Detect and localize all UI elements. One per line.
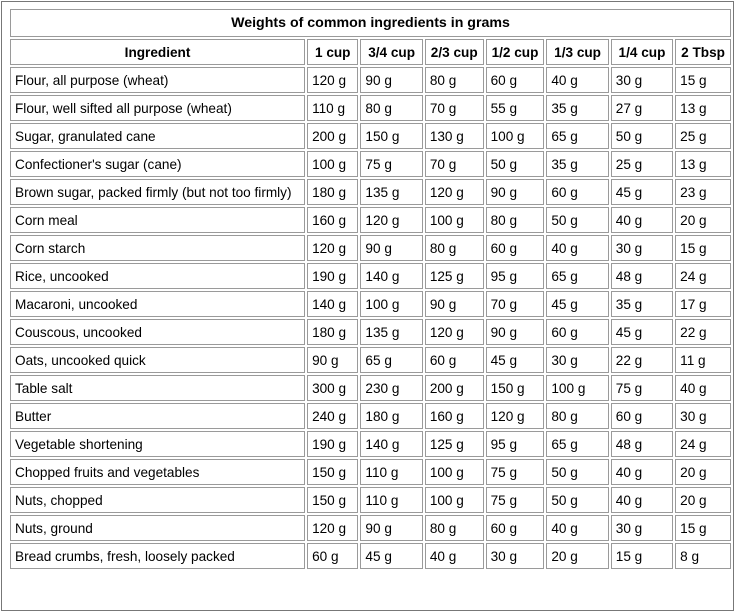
weight-cell: 90 g xyxy=(360,515,422,541)
weight-cell: 50 g xyxy=(611,123,673,149)
weight-cell: 80 g xyxy=(425,67,484,93)
ingredient-name-cell: Flour, well sifted all purpose (wheat) xyxy=(10,95,305,121)
weight-cell: 13 g xyxy=(675,95,731,121)
weight-cell: 22 g xyxy=(675,319,731,345)
weight-cell: 75 g xyxy=(360,151,422,177)
weight-cell: 125 g xyxy=(425,263,484,289)
table-row xyxy=(10,179,731,205)
weight-cell: 40 g xyxy=(611,487,673,513)
weight-cell: 110 g xyxy=(360,487,422,513)
weight-cell: 100 g xyxy=(486,123,545,149)
table-row xyxy=(10,123,731,149)
weight-cell: 90 g xyxy=(486,319,545,345)
weight-cell: 90 g xyxy=(360,235,422,261)
table-row xyxy=(10,431,731,457)
weight-cell: 180 g xyxy=(307,179,358,205)
weight-cell: 150 g xyxy=(307,487,358,513)
ingredient-name-cell: Sugar, granulated cane xyxy=(10,123,305,149)
weight-cell: 65 g xyxy=(546,431,608,457)
weight-cell: 180 g xyxy=(307,319,358,345)
weight-cell: 120 g xyxy=(486,403,545,429)
weight-cell: 20 g xyxy=(675,459,731,485)
table-frame xyxy=(1,1,734,611)
weight-cell: 120 g xyxy=(307,235,358,261)
weight-cell: 35 g xyxy=(611,291,673,317)
weight-cell: 120 g xyxy=(307,515,358,541)
weight-cell: 90 g xyxy=(360,67,422,93)
weight-cell: 90 g xyxy=(425,291,484,317)
weight-cell: 80 g xyxy=(486,207,545,233)
weight-cell: 80 g xyxy=(425,515,484,541)
weight-cell: 100 g xyxy=(425,207,484,233)
header-row xyxy=(10,39,731,65)
weight-cell: 190 g xyxy=(307,263,358,289)
weight-cell: 20 g xyxy=(675,207,731,233)
title-row xyxy=(10,9,731,37)
weight-cell: 60 g xyxy=(546,319,608,345)
weight-cell: 90 g xyxy=(307,347,358,373)
weight-cell: 60 g xyxy=(611,403,673,429)
table-row xyxy=(10,67,731,93)
weight-cell: 80 g xyxy=(425,235,484,261)
weight-cell: 70 g xyxy=(486,291,545,317)
weight-cell: 200 g xyxy=(425,375,484,401)
weight-cell: 50 g xyxy=(546,459,608,485)
table-row xyxy=(10,375,731,401)
weight-cell: 8 g xyxy=(675,543,731,569)
table-row xyxy=(10,291,731,317)
weight-cell: 65 g xyxy=(546,263,608,289)
weight-cell: 135 g xyxy=(360,319,422,345)
weight-cell: 22 g xyxy=(611,347,673,373)
weight-cell: 45 g xyxy=(360,543,422,569)
weight-cell: 23 g xyxy=(675,179,731,205)
weight-cell: 125 g xyxy=(425,431,484,457)
ingredient-name-cell: Chopped fruits and vegetables xyxy=(10,459,305,485)
weight-cell: 15 g xyxy=(611,543,673,569)
ingredient-name-cell: Rice, uncooked xyxy=(10,263,305,289)
weight-cell: 40 g xyxy=(546,235,608,261)
weight-cell: 100 g xyxy=(307,151,358,177)
weight-cell: 35 g xyxy=(546,151,608,177)
weight-cell: 30 g xyxy=(546,347,608,373)
ingredient-name-cell: Confectioner's sugar (cane) xyxy=(10,151,305,177)
weight-cell: 65 g xyxy=(360,347,422,373)
weight-cell: 130 g xyxy=(425,123,484,149)
table-row xyxy=(10,319,731,345)
weight-cell: 120 g xyxy=(307,67,358,93)
weight-cell: 100 g xyxy=(425,487,484,513)
weight-cell: 80 g xyxy=(360,95,422,121)
weight-cell: 75 g xyxy=(611,375,673,401)
table-row xyxy=(10,403,731,429)
weight-cell: 150 g xyxy=(486,375,545,401)
weight-cell: 90 g xyxy=(486,179,545,205)
ingredient-name-cell: Couscous, uncooked xyxy=(10,319,305,345)
table-row xyxy=(10,235,731,261)
ingredient-name-cell: Corn meal xyxy=(10,207,305,233)
weight-cell: 60 g xyxy=(546,179,608,205)
weight-cell: 30 g xyxy=(611,515,673,541)
weight-cell: 45 g xyxy=(611,179,673,205)
weight-cell: 135 g xyxy=(360,179,422,205)
table-row xyxy=(10,347,731,373)
weight-cell: 60 g xyxy=(486,515,545,541)
weight-cell: 120 g xyxy=(360,207,422,233)
weight-cell: 240 g xyxy=(307,403,358,429)
weight-cell: 45 g xyxy=(546,291,608,317)
ingredient-name-cell: Brown sugar, packed firmly (but not too firmly) xyxy=(10,179,305,205)
ingredient-name-cell: Nuts, chopped xyxy=(10,487,305,513)
weight-cell: 30 g xyxy=(611,235,673,261)
weight-cell: 11 g xyxy=(675,347,731,373)
ingredient-name-cell: Butter xyxy=(10,403,305,429)
weight-cell: 140 g xyxy=(360,263,422,289)
ingredient-name-cell: Table salt xyxy=(10,375,305,401)
weight-cell: 40 g xyxy=(611,207,673,233)
ingredient-name-cell: Oats, uncooked quick xyxy=(10,347,305,373)
ingredient-name-cell: Nuts, ground xyxy=(10,515,305,541)
weight-cell: 190 g xyxy=(307,431,358,457)
weight-cell: 40 g xyxy=(611,459,673,485)
weight-cell: 110 g xyxy=(360,459,422,485)
weight-cell: 45 g xyxy=(611,319,673,345)
weight-cell: 95 g xyxy=(486,263,545,289)
column-header-measure: 2 Tbsp xyxy=(675,39,731,65)
weight-cell: 110 g xyxy=(307,95,358,121)
weight-cell: 40 g xyxy=(546,515,608,541)
weight-cell: 30 g xyxy=(675,403,731,429)
weight-cell: 100 g xyxy=(360,291,422,317)
column-header-ingredient: Ingredient xyxy=(10,39,305,65)
weight-cell: 55 g xyxy=(486,95,545,121)
weight-cell: 120 g xyxy=(425,179,484,205)
weight-cell: 65 g xyxy=(546,123,608,149)
table-title: Weights of common ingredients in grams xyxy=(10,9,731,37)
weight-cell: 13 g xyxy=(675,151,731,177)
table-row xyxy=(10,543,731,569)
weight-cell: 150 g xyxy=(307,459,358,485)
weight-cell: 24 g xyxy=(675,263,731,289)
column-header-measure: 1/3 cup xyxy=(546,39,608,65)
table-row xyxy=(10,207,731,233)
weight-cell: 75 g xyxy=(486,487,545,513)
weight-cell: 70 g xyxy=(425,151,484,177)
weight-cell: 60 g xyxy=(307,543,358,569)
table-row xyxy=(10,515,731,541)
ingredient-name-cell: Vegetable shortening xyxy=(10,431,305,457)
weight-cell: 180 g xyxy=(360,403,422,429)
table-row xyxy=(10,151,731,177)
ingredient-weights-table xyxy=(8,7,733,571)
weight-cell: 15 g xyxy=(675,67,731,93)
weight-cell: 15 g xyxy=(675,515,731,541)
weight-cell: 160 g xyxy=(425,403,484,429)
weight-cell: 60 g xyxy=(486,67,545,93)
weight-cell: 25 g xyxy=(675,123,731,149)
weight-cell: 15 g xyxy=(675,235,731,261)
weight-cell: 25 g xyxy=(611,151,673,177)
ingredient-name-cell: Bread crumbs, fresh, loosely packed xyxy=(10,543,305,569)
weight-cell: 100 g xyxy=(425,459,484,485)
weight-cell: 27 g xyxy=(611,95,673,121)
table-body xyxy=(10,67,731,569)
weight-cell: 95 g xyxy=(486,431,545,457)
weight-cell: 160 g xyxy=(307,207,358,233)
weight-cell: 140 g xyxy=(360,431,422,457)
weight-cell: 48 g xyxy=(611,263,673,289)
weight-cell: 120 g xyxy=(425,319,484,345)
weight-cell: 75 g xyxy=(486,459,545,485)
weight-cell: 200 g xyxy=(307,123,358,149)
weight-cell: 100 g xyxy=(546,375,608,401)
table-row xyxy=(10,487,731,513)
weight-cell: 40 g xyxy=(425,543,484,569)
weight-cell: 40 g xyxy=(546,67,608,93)
weight-cell: 50 g xyxy=(546,207,608,233)
weight-cell: 60 g xyxy=(486,235,545,261)
ingredient-name-cell: Flour, all purpose (wheat) xyxy=(10,67,305,93)
weight-cell: 80 g xyxy=(546,403,608,429)
column-header-measure: 2/3 cup xyxy=(425,39,484,65)
table-row xyxy=(10,459,731,485)
weight-cell: 70 g xyxy=(425,95,484,121)
table-row xyxy=(10,263,731,289)
weight-cell: 45 g xyxy=(486,347,545,373)
weight-cell: 20 g xyxy=(675,487,731,513)
weight-cell: 24 g xyxy=(675,431,731,457)
column-header-measure: 3/4 cup xyxy=(360,39,422,65)
table-row xyxy=(10,95,731,121)
column-header-measure: 1 cup xyxy=(307,39,358,65)
weight-cell: 230 g xyxy=(360,375,422,401)
weight-cell: 150 g xyxy=(360,123,422,149)
weight-cell: 60 g xyxy=(425,347,484,373)
weight-cell: 35 g xyxy=(546,95,608,121)
weight-cell: 50 g xyxy=(546,487,608,513)
weight-cell: 17 g xyxy=(675,291,731,317)
weight-cell: 300 g xyxy=(307,375,358,401)
weight-cell: 140 g xyxy=(307,291,358,317)
weight-cell: 40 g xyxy=(675,375,731,401)
weight-cell: 30 g xyxy=(486,543,545,569)
weight-cell: 50 g xyxy=(486,151,545,177)
column-header-measure: 1/4 cup xyxy=(611,39,673,65)
ingredient-name-cell: Macaroni, uncooked xyxy=(10,291,305,317)
weight-cell: 48 g xyxy=(611,431,673,457)
weight-cell: 20 g xyxy=(546,543,608,569)
ingredient-name-cell: Corn starch xyxy=(10,235,305,261)
weight-cell: 30 g xyxy=(611,67,673,93)
column-header-measure: 1/2 cup xyxy=(486,39,545,65)
